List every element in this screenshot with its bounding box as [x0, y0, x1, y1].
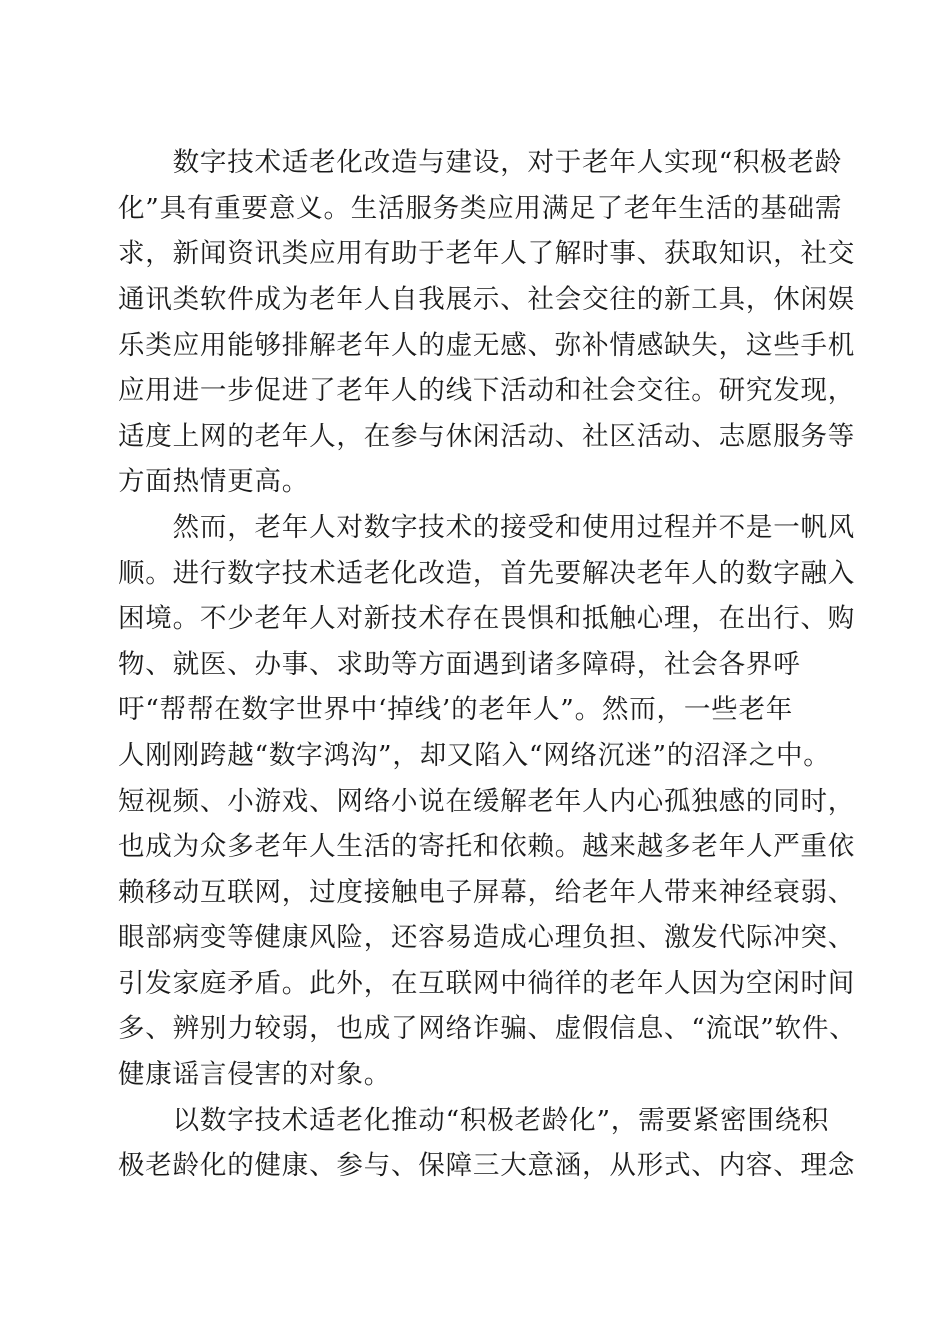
text-line: 化”具有重要意义。生活服务类应用满足了老年生活的基础需: [118, 193, 843, 224]
text-line: 乐类应用能够排解老年人的虚无感、弥补情感缺失，这些手机: [118, 330, 856, 361]
text-line: 多、辨别力较弱，也成了网络诈骗、虚假信息、“流氓”软件、: [118, 1013, 857, 1044]
text-line: 方面热情更高。: [118, 466, 310, 497]
text-line: 引发家庭矛盾。此外，在互联网中徜徉的老年人因为空闲时间: [118, 968, 856, 999]
text-line: 数字技术适老化改造与建设，对于老年人实现“积极老龄: [118, 147, 843, 178]
text-line: 健康谣言侵害的对象。: [118, 1059, 391, 1090]
text-line: 适度上网的老年人，在参与休闲活动、社区活动、志愿服务等: [118, 421, 856, 452]
text-line: 人刚刚跨越“数字鸿沟”，却又陷入“网络沉迷”的沼泽之中。: [118, 740, 831, 771]
text-line: 顺。进行数字技术适老化改造，首先要解决老年人的数字融入: [118, 558, 856, 589]
text-line: 也成为众多老年人生活的寄托和依赖。越来越多老年人严重依: [118, 831, 856, 862]
text-line: 吁“帮帮在数字世界中‘掉线’的老年人”。然而，一些老年: [118, 694, 794, 725]
text-line: 物、就医、办事、求助等方面遇到诸多障碍，社会各界呼: [118, 649, 801, 680]
text-line: 应用进一步促进了老年人的线下活动和社会交往。研究发现，: [118, 375, 856, 406]
text-line: 求，新闻资讯类应用有助于老年人了解时事、获取知识，社交: [118, 238, 856, 269]
text-line: 困境。不少老年人对新技术存在畏惧和抵触心理，在出行、购: [118, 603, 856, 634]
text-line: 眼部病变等健康风险，还容易造成心理负担、激发代际冲突、: [118, 922, 856, 953]
text-line: 赖移动互联网，过度接触电子屏幕，给老年人带来神经衰弱、: [118, 877, 856, 908]
text-line: 极老龄化的健康、参与、保障三大意涵，从形式、内容、理念: [118, 1150, 856, 1181]
text-line: 以数字技术适老化推动“积极老龄化”，需要紧密围绕积: [118, 1105, 830, 1136]
text-line: 然而，老年人对数字技术的接受和使用过程并不是一帆风: [118, 512, 856, 543]
text-line: 短视频、小游戏、网络小说在缓解老年人内心孤独感的同时，: [118, 786, 856, 817]
text-line: 通讯类软件成为老年人自我展示、社会交往的新工具，休闲娱: [118, 284, 856, 315]
